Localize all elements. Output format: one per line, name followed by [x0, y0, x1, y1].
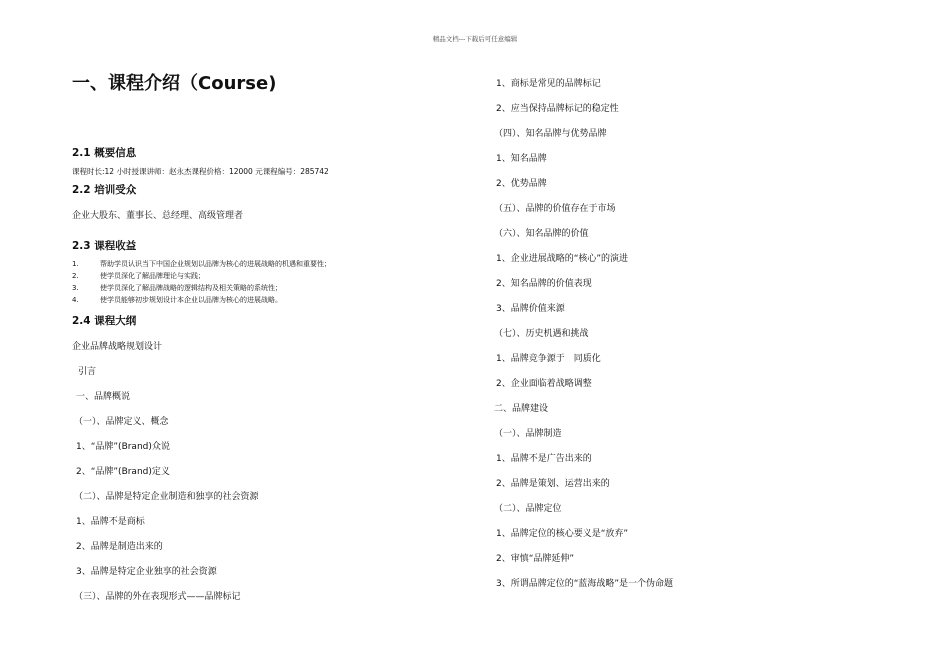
benefits-heading: 2.3 课程收益 [72, 240, 137, 252]
outline-line: （五）、品牌的价值存在于市场 [494, 204, 616, 214]
overview-heading: 2.1 概要信息 [72, 147, 137, 159]
benefit-item [72, 271, 205, 281]
outline-line: （三）、品牌的外在表现形式——品牌标记 [74, 592, 241, 602]
benefit-item [72, 259, 331, 269]
benefit-text: 使学员能够初步规划设计本企业以品牌为核心的进展战略。 [100, 296, 282, 304]
outline-line: 1、知名品牌 [496, 154, 547, 164]
outline-line: （四）、知名品牌与优势品牌 [494, 129, 607, 139]
outline-line: 2、品牌是策划、运营出来的 [496, 479, 610, 489]
benefit-number: 4. [72, 296, 79, 304]
benefit-item [72, 295, 282, 305]
outline-line: 1、品牌不是商标 [76, 517, 145, 527]
benefit-text: 使学员深化了解品牌战略的逻辑结构及相关策略的系统性； [100, 284, 282, 292]
header-watermark: 精品文档---下载后可任意编辑 [432, 35, 518, 43]
benefit-number: 3. [72, 284, 79, 292]
outline-line: 1、品牌不是广告出来的 [496, 454, 592, 464]
outline-line: （二）、品牌定位 [494, 504, 562, 514]
benefit-text: 使学员深化了解品牌理论与实践； [100, 272, 205, 280]
outline-line: 1、企业进展战略的“核心”的演进 [496, 254, 629, 264]
audience-text: 企业大股东、董事长、总经理、高级管理者 [72, 211, 244, 221]
outline-line: 2、优势品牌 [496, 179, 547, 189]
outline-line: 1、品牌竞争源于 同质化 [496, 354, 601, 364]
outline-line: （七）、历史机遇和挑战 [494, 329, 589, 339]
outline-line: 3、品牌价值来源 [496, 304, 565, 314]
outline-line: 2、“品牌”(Brand)定义 [76, 467, 170, 477]
outline-line: 1、品牌定位的核心要义是“放弃” [496, 529, 629, 539]
outline-line: 1、商标是常见的品牌标记 [496, 79, 601, 89]
benefit-number: 2. [72, 272, 79, 280]
outline-line: 2、企业面临着战略调整 [496, 379, 592, 389]
outline-line: （六）、知名品牌的价值 [494, 229, 589, 239]
benefit-number: 1. [72, 260, 79, 268]
overview-text: 课程时长:12 小时授课讲师：赵永杰课程价格：12000 元课程编号：285742 [72, 167, 329, 176]
outline-line: 2、知名品牌的价值表现 [496, 279, 592, 289]
outline-line: 引言 [78, 367, 97, 377]
audience-heading: 2.2 培训受众 [72, 184, 137, 196]
outline-line: 企业品牌战略规划设计 [72, 342, 163, 352]
benefit-text: 帮助学员认识当下中国企业规划以品牌为核心的进展战略的机遇和重要性； [100, 260, 331, 268]
outline-line: 一、品牌概说 [76, 392, 131, 402]
outline-line: 2、审慎“品牌延伸” [496, 554, 575, 564]
outline-line: 1、“品牌”(Brand)众说 [76, 442, 170, 452]
benefit-item [72, 283, 282, 293]
outline-line: （一）、品牌制造 [494, 429, 562, 439]
page-title: 一、课程介绍（Course) [72, 73, 277, 94]
outline-line: 二、品牌建设 [494, 404, 549, 414]
outline-line: （一）、品牌定义、概念 [74, 417, 169, 427]
outline-line: 2、应当保持品牌标记的稳定性 [496, 104, 619, 114]
outline-heading: 2.4 课程大纲 [72, 315, 137, 327]
outline-line: 2、品牌是制造出来的 [76, 542, 163, 552]
outline-line: 3、所谓品牌定位的“蓝海战略”是一个伪命题 [496, 579, 674, 589]
outline-line: （二）、品牌是特定企业制造和独享的社会资源 [74, 492, 259, 502]
outline-line: 3、品牌是特定企业独享的社会资源 [76, 567, 217, 577]
